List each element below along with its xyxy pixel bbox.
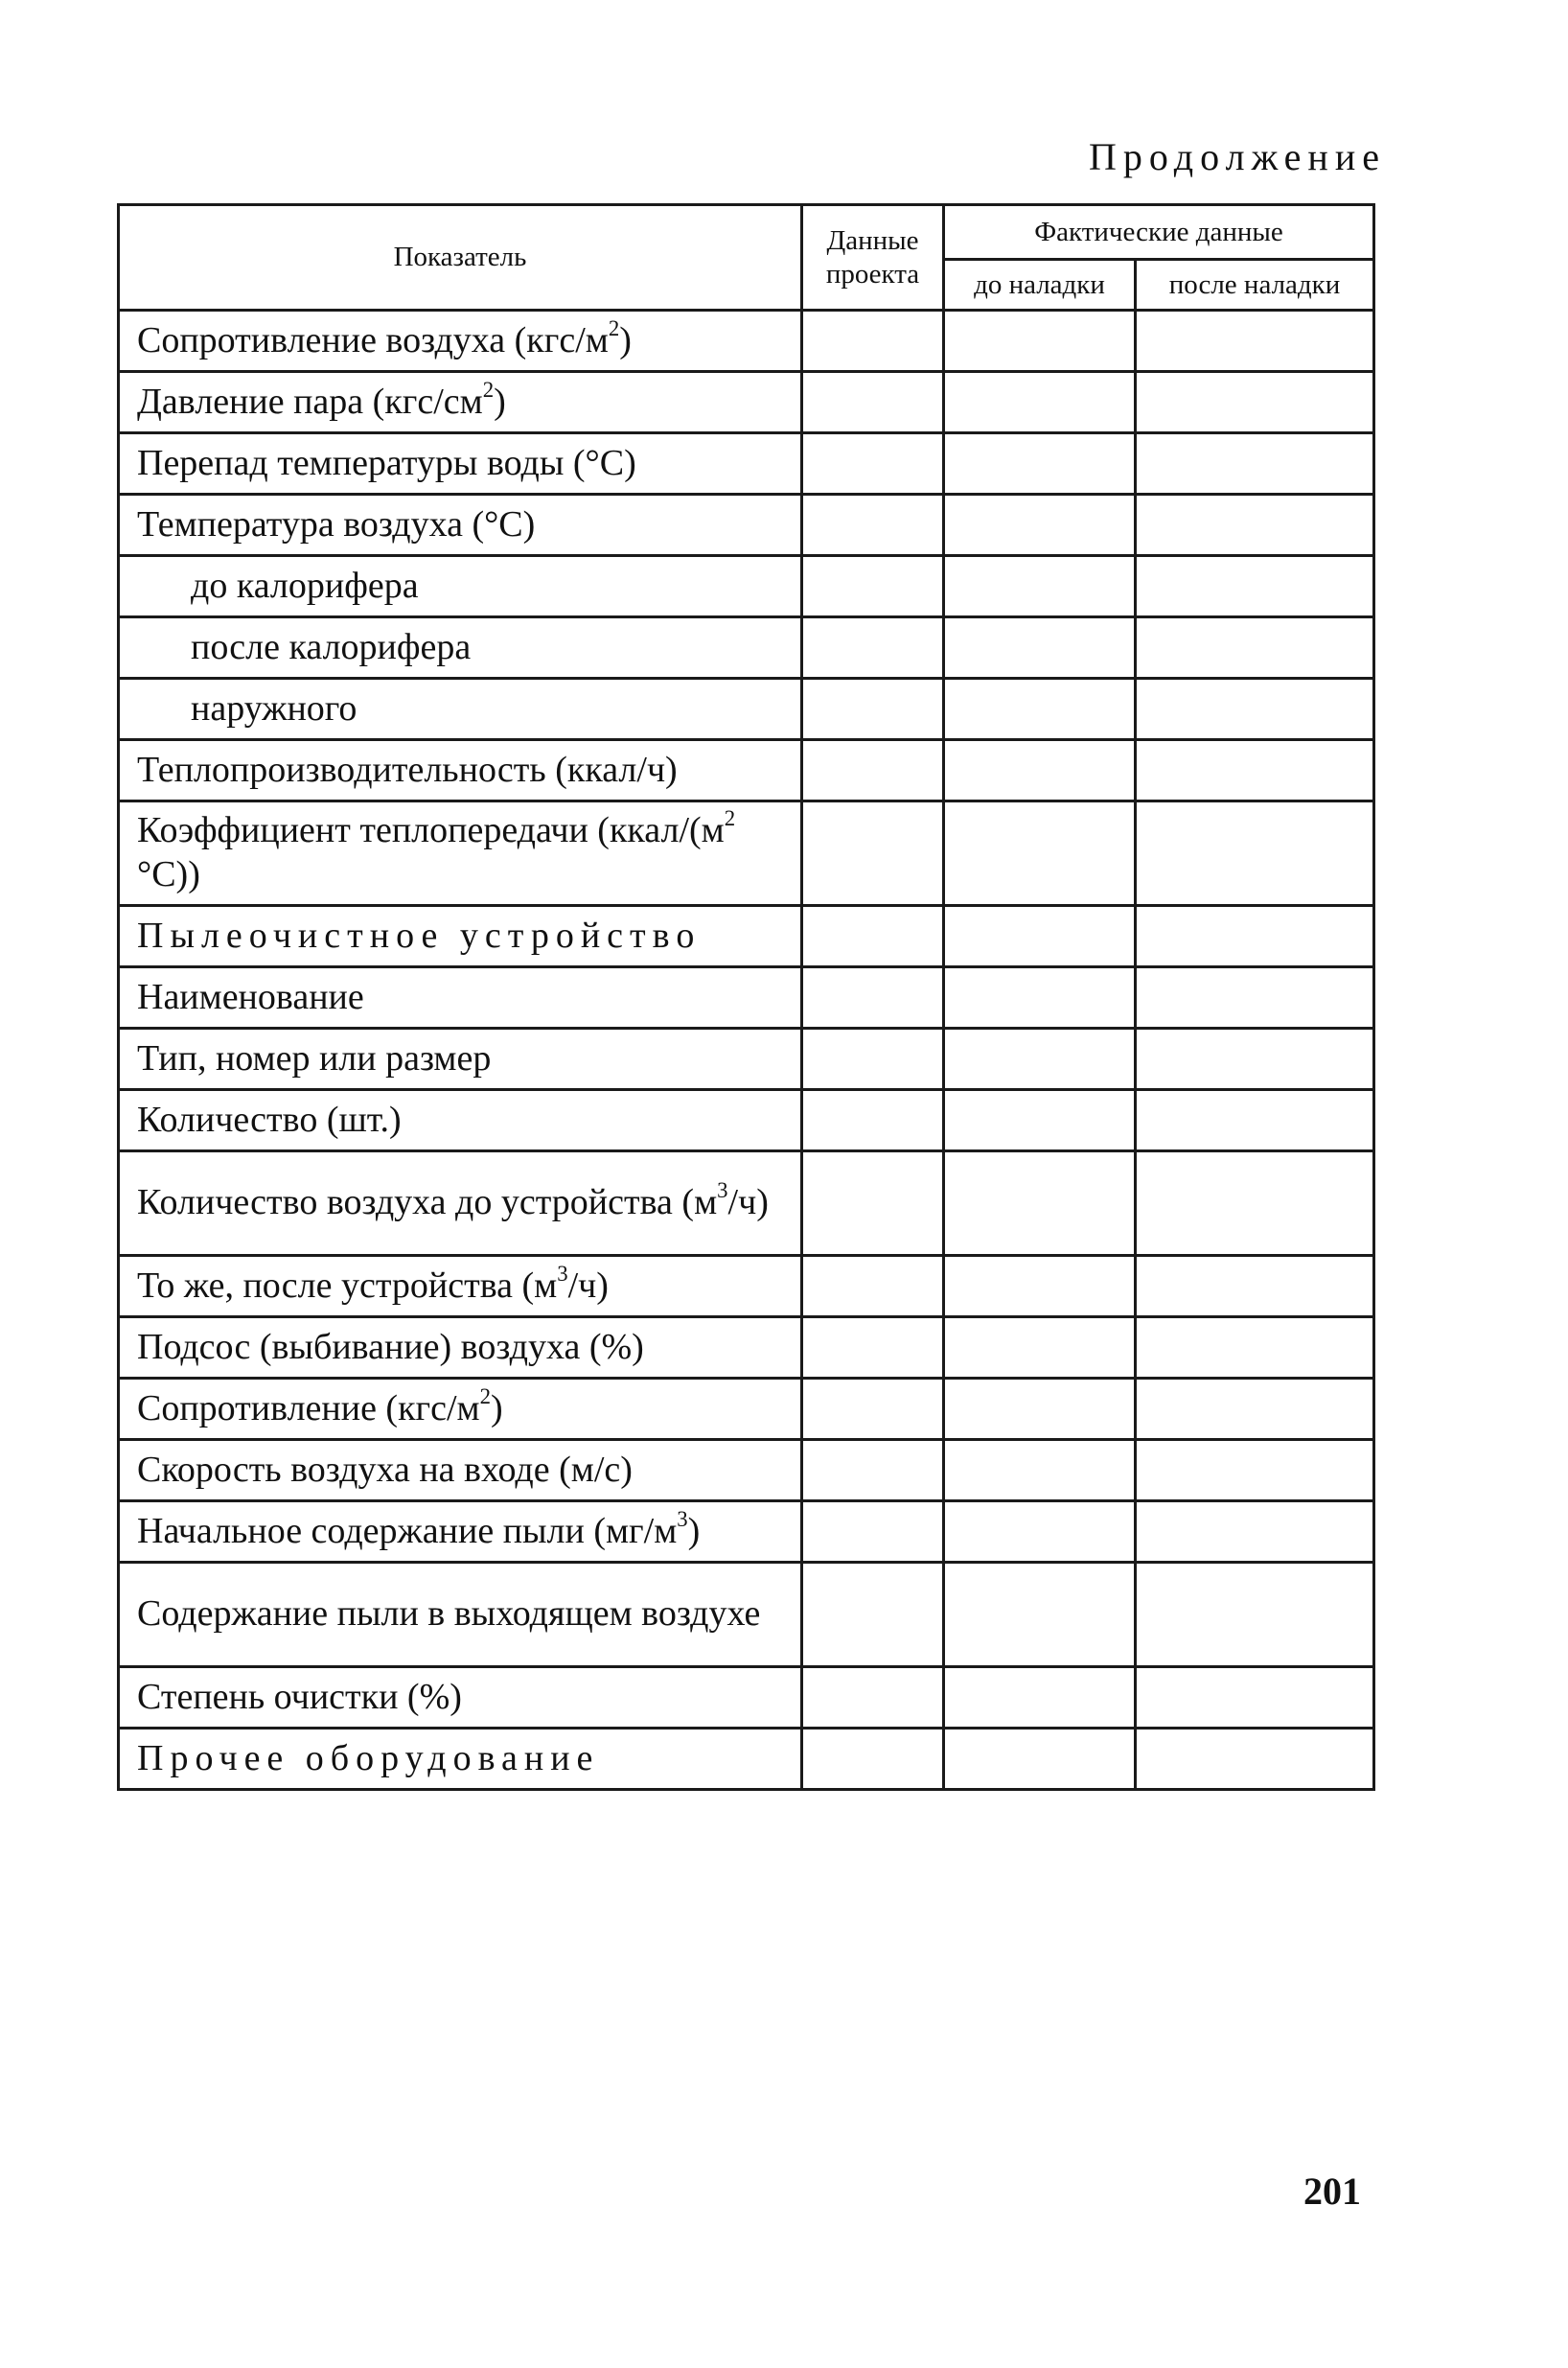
- after-adjustment-cell: [1136, 1729, 1374, 1790]
- after-adjustment-cell: [1136, 679, 1374, 740]
- after-adjustment-cell: [1136, 1501, 1374, 1563]
- row-label-superscript: 2: [479, 1383, 492, 1408]
- row-label-text-suffix: ): [494, 381, 506, 422]
- row-label: [119, 740, 802, 801]
- after-adjustment-cell: [1136, 1151, 1374, 1256]
- project-data-cell: [802, 1029, 944, 1090]
- table-row: [119, 1563, 1374, 1667]
- row-label-text: Степень очистки (%): [137, 1676, 462, 1717]
- table-header-row: [119, 205, 1374, 260]
- row-label-text: Тип, номер или размер: [137, 1037, 492, 1079]
- before-adjustment-cell: [944, 1563, 1136, 1667]
- table-row: [119, 1029, 1374, 1090]
- project-data-cell: [802, 1256, 944, 1317]
- table-row: [119, 1151, 1374, 1256]
- row-label-text: Наименование: [137, 976, 364, 1017]
- row-label-superscript: 3: [717, 1178, 728, 1203]
- project-data-cell: [802, 801, 944, 906]
- row-label: [119, 1029, 802, 1090]
- table-row: [119, 801, 1374, 906]
- table-row: [119, 967, 1374, 1029]
- column-header-after-adjustment: после наладки: [1136, 260, 1374, 311]
- row-label-superscript: 2: [608, 315, 620, 340]
- page-number: 201: [1303, 2170, 1361, 2213]
- row-label-text: Перепад температуры воды (°С): [137, 442, 636, 483]
- after-adjustment-cell: [1136, 1317, 1374, 1379]
- row-label: [119, 1379, 802, 1440]
- continuation-label: Продолжение: [1089, 135, 1386, 178]
- table-row: [119, 1090, 1374, 1151]
- row-label-text: Давление пара (кгс/см: [137, 381, 483, 422]
- column-header-project-data: Данные проекта: [802, 205, 944, 311]
- before-adjustment-cell: [944, 556, 1136, 617]
- before-adjustment-cell: [944, 433, 1136, 495]
- row-label-text: То же, после устройства (м: [137, 1265, 558, 1306]
- project-data-cell: [802, 372, 944, 433]
- row-label-text-suffix: /ч): [567, 1265, 609, 1306]
- row-label-superscript: 3: [677, 1506, 688, 1531]
- table-row: [119, 372, 1374, 433]
- before-adjustment-cell: [944, 1151, 1136, 1256]
- row-label-text: Количество воздуха до устройства (м: [137, 1182, 718, 1223]
- before-adjustment-cell: [944, 372, 1136, 433]
- before-adjustment-cell: [944, 740, 1136, 801]
- after-adjustment-cell: [1136, 311, 1374, 372]
- row-label-text: Коэффициент теплопередачи (ккал/(м: [137, 810, 725, 851]
- project-data-cell: [802, 617, 944, 679]
- before-adjustment-cell: [944, 1317, 1136, 1379]
- table-row: [119, 617, 1374, 679]
- table-row: [119, 1440, 1374, 1501]
- row-label: [119, 1317, 802, 1379]
- row-label: [119, 906, 802, 967]
- before-adjustment-cell: [944, 1729, 1136, 1790]
- table-row: [119, 311, 1374, 372]
- table-body: [119, 311, 1374, 1790]
- after-adjustment-cell: [1136, 1667, 1374, 1729]
- row-label: [119, 967, 802, 1029]
- before-adjustment-cell: [944, 1667, 1136, 1729]
- table-row: [119, 1256, 1374, 1317]
- row-label-text: Скорость воздуха на входе (м/с): [137, 1449, 633, 1490]
- before-adjustment-cell: [944, 1256, 1136, 1317]
- table-row: [119, 740, 1374, 801]
- row-label-superscript: 2: [482, 377, 495, 402]
- before-adjustment-cell: [944, 311, 1136, 372]
- before-adjustment-cell: [944, 906, 1136, 967]
- after-adjustment-cell: [1136, 1256, 1374, 1317]
- row-label-text-suffix: /ч): [727, 1182, 769, 1223]
- after-adjustment-cell: [1136, 1379, 1374, 1440]
- before-adjustment-cell: [944, 1090, 1136, 1151]
- row-label-text: Прочее оборудование: [137, 1737, 600, 1778]
- before-adjustment-cell: [944, 801, 1136, 906]
- row-label-text: Сопротивление (кгс/м: [137, 1387, 480, 1428]
- after-adjustment-cell: [1136, 1440, 1374, 1501]
- row-label-superscript: 3: [557, 1261, 568, 1286]
- before-adjustment-cell: [944, 967, 1136, 1029]
- before-adjustment-cell: [944, 1029, 1136, 1090]
- row-label-text-suffix: ): [687, 1510, 701, 1551]
- column-header-actual-data: Фактические данные: [944, 205, 1374, 260]
- row-label: [119, 311, 802, 372]
- project-data-cell: [802, 679, 944, 740]
- before-adjustment-cell: [944, 495, 1136, 556]
- table-row: [119, 1379, 1374, 1440]
- after-adjustment-cell: [1136, 1563, 1374, 1667]
- row-label-text: Содержание пыли в выходящем воздухе: [137, 1593, 761, 1635]
- after-adjustment-cell: [1136, 556, 1374, 617]
- project-data-cell: [802, 1729, 944, 1790]
- table-row: [119, 1317, 1374, 1379]
- table-row: [119, 433, 1374, 495]
- row-label-text-suffix: °С)): [137, 854, 200, 894]
- row-label: [119, 556, 802, 617]
- after-adjustment-cell: [1136, 1029, 1374, 1090]
- row-label: [119, 1440, 802, 1501]
- table-row: [119, 1501, 1374, 1563]
- after-adjustment-cell: [1136, 967, 1374, 1029]
- row-label-text: Температура воздуха (°С): [137, 503, 536, 545]
- project-data-cell: [802, 311, 944, 372]
- row-label: [119, 1256, 802, 1317]
- table-row: [119, 495, 1374, 556]
- row-label-text-suffix: ): [619, 319, 632, 360]
- row-label: [119, 1667, 802, 1729]
- row-label: [119, 1501, 802, 1563]
- project-data-cell: [802, 495, 944, 556]
- project-data-cell: [802, 1440, 944, 1501]
- row-label: [119, 1729, 802, 1790]
- table-row: [119, 556, 1374, 617]
- row-label-text: Подсос (выбивание) воздуха (%): [137, 1326, 644, 1367]
- after-adjustment-cell: [1136, 906, 1374, 967]
- parameters-table: [117, 203, 1375, 1791]
- column-header-before-adjustment: до наладки: [944, 260, 1136, 311]
- after-adjustment-cell: [1136, 740, 1374, 801]
- row-label: [119, 1151, 802, 1256]
- before-adjustment-cell: [944, 1440, 1136, 1501]
- project-data-cell: [802, 556, 944, 617]
- row-label-text: Количество (шт.): [137, 1099, 402, 1140]
- after-adjustment-cell: [1136, 801, 1374, 906]
- row-label: [119, 1090, 802, 1151]
- row-label-text: Начальное содержание пыли (мг/м: [137, 1510, 678, 1551]
- project-data-cell: [802, 906, 944, 967]
- column-header-indicator: Показатель: [119, 205, 802, 311]
- after-adjustment-cell: [1136, 1090, 1374, 1151]
- before-adjustment-cell: [944, 1501, 1136, 1563]
- after-adjustment-cell: [1136, 495, 1374, 556]
- project-data-cell: [802, 1563, 944, 1667]
- project-data-cell: [802, 433, 944, 495]
- row-label: [119, 495, 802, 556]
- project-data-cell: [802, 1151, 944, 1256]
- project-data-cell: [802, 1317, 944, 1379]
- after-adjustment-cell: [1136, 617, 1374, 679]
- row-label-text: Сопротивление воздуха (кгс/м: [137, 319, 609, 360]
- row-label: [119, 372, 802, 433]
- row-label: [119, 617, 802, 679]
- project-data-cell: [802, 967, 944, 1029]
- project-data-cell: [802, 1379, 944, 1440]
- row-label-text: до калорифера: [191, 565, 419, 606]
- project-data-cell: [802, 1501, 944, 1563]
- row-label-text: Теплопроизводительность (ккал/ч): [137, 749, 678, 790]
- row-label-text: Пылеочистное устройство: [137, 915, 702, 956]
- row-label-text-suffix: ): [491, 1387, 503, 1428]
- row-label: [119, 679, 802, 740]
- before-adjustment-cell: [944, 1379, 1136, 1440]
- table-row: [119, 906, 1374, 967]
- before-adjustment-cell: [944, 617, 1136, 679]
- after-adjustment-cell: [1136, 372, 1374, 433]
- row-label: [119, 1563, 802, 1667]
- after-adjustment-cell: [1136, 433, 1374, 495]
- row-label: [119, 433, 802, 495]
- table-row: [119, 1729, 1374, 1790]
- project-data-cell: [802, 740, 944, 801]
- table-row: [119, 1667, 1374, 1729]
- row-label-text: после калорифера: [191, 626, 472, 667]
- row-label-superscript: 2: [724, 806, 736, 831]
- table-row: [119, 679, 1374, 740]
- project-data-cell: [802, 1667, 944, 1729]
- before-adjustment-cell: [944, 679, 1136, 740]
- project-data-cell: [802, 1090, 944, 1151]
- row-label-text: наружного: [191, 687, 357, 729]
- row-label: [119, 801, 802, 906]
